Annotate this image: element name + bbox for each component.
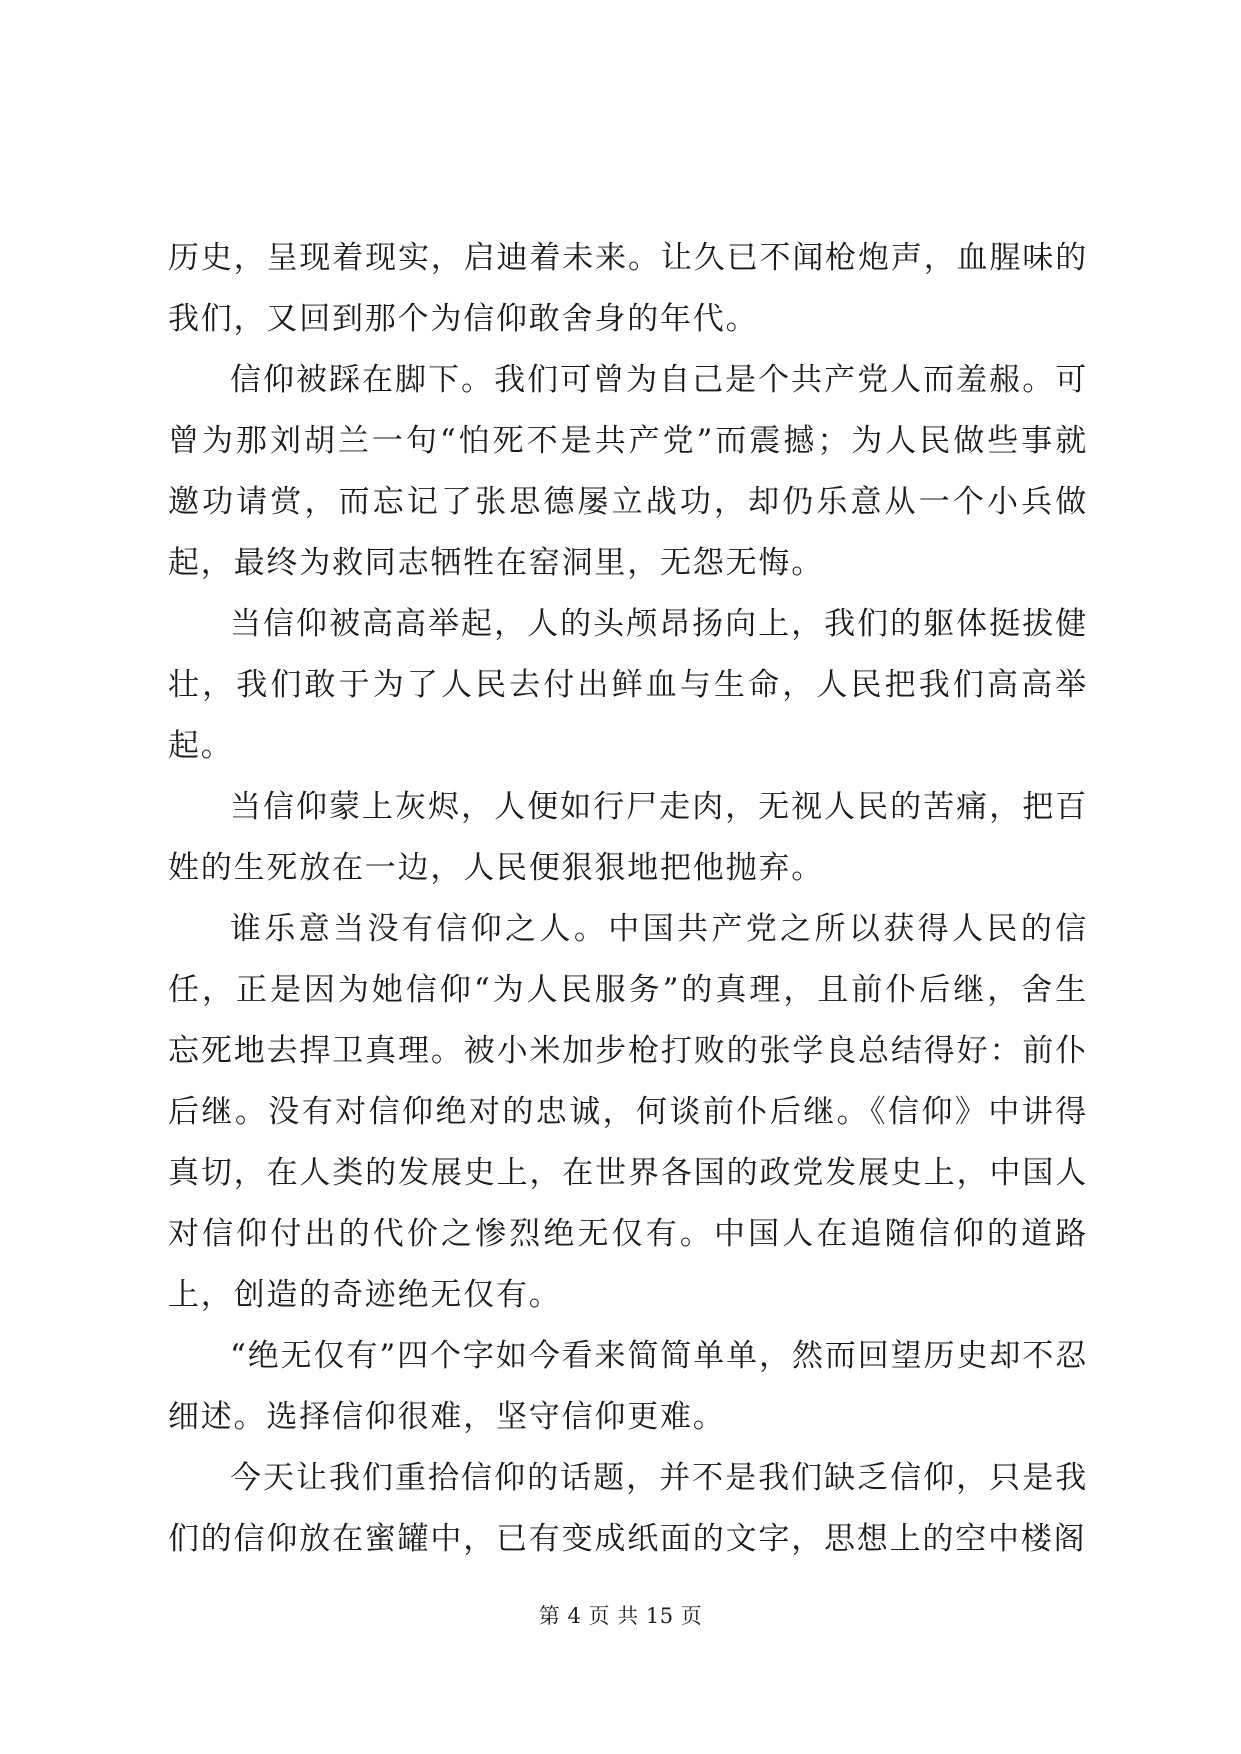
page-number-footer: 第 4 页 共 15 页 [538,1604,703,1628]
paragraph-6: “绝无仅有”四个字如今看来简简单单，然而回望历史却不忍细述。选择信仰很难，坚守信仰更难。 [168,1338,1088,1435]
body-text [168,228,1088,1570]
paragraph-3: 当信仰被高高举起，人的头颅昂扬向上，我们的躯体挺拔健壮，我们敢于为了人民去付出鲜血与生命，人民把我们高高举起。 [168,606,1088,764]
paragraph-7: 今天让我们重拾信仰的话题，并不是我们缺乏信仰，只是我们的信仰放在蜜罐中，已有变成纸面的文字，思想上的空中楼阁 [168,1460,1088,1557]
paragraph-2: 信仰被踩在脚下。我们可曾为自己是个共产党人而羞赧。可曾为那刘胡兰一句“怕死不是共产党”而震撼；为人民做些事就邀功请赏，而忘记了张思德屡立战功，却仍乐意从一个小兵做起，最终为救同志牺牲在窑洞里，无怨无悔。 [168,362,1088,581]
paragraph-4: 当信仰蒙上灰烬，人便如行尸走肉，无视人民的苦痛，把百姓的生死放在一边，人民便狠狠地把他抛弃。 [168,789,1088,886]
paragraph-1: 历史，呈现着现实，启迪着未来。让久已不闻枪炮声，血腥味的我们，又回到那个为信仰敢舍身的年代。 [168,240,1088,337]
paragraph-5: 谁乐意当没有信仰之人。中国共产党之所以获得人民的信任，正是因为她信仰“为人民服务”的真理，且前仆后继，舍生忘死地去捍卫真理。被小米加步枪打败的张学良总结得好：前仆后继。没有对信仰绝对的忠诚，何谈前仆后继。《信仰》中讲得真切，在人类的发展史上，在世界各国的政党发展史上，中国人对信仰付出的代价之惨烈绝无仅有。中国人在追随信仰的道路上，创造的奇迹绝无仅有。 [168,911,1088,1313]
